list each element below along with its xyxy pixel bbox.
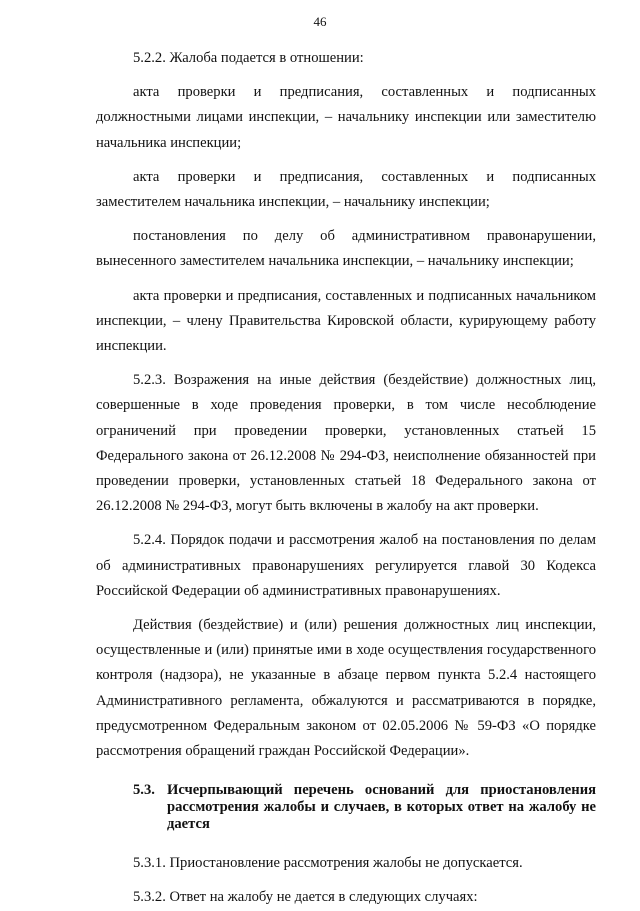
- paragraph-5-2-3: 5.2.3. Возражения на иные действия (бездействие) должностных лиц, совершенные в ходе проведения проверки, в том числе несоблюдение ограничений при проведении проверки, установленных статьей 15 Федерального закона от 26.12.2008 № 294-ФЗ, неисполнение обязанностей при проведении проверки, установленных статьей 18 Федерального закона от 26.12.2008 № 294-ФЗ, могут быть включены в жалобу на акт проверки.: [96, 372, 596, 515]
- paragraph-5-3-2: 5.3.2. Ответ на жалобу не дается в следующих случаях:: [133, 889, 478, 906]
- paragraph-head-acts: акта проверки и предписания, составленных и подписанных начальником инспекции, – члену Правительства Кировской области, курирующему работу инспекции.: [96, 287, 596, 355]
- paragraph-5-3-1: 5.3.1. Приостановление рассмотрения жалобы не допускается.: [133, 855, 523, 872]
- paragraph-5-2-2: 5.2.2. Жалоба подается в отношении:: [133, 50, 364, 66]
- paragraph-staff-acts: акта проверки и предписания, составленных и подписанных должностными лицами инспекции, – начальнику инспекции или заместителю начальника инспекции;: [96, 84, 596, 151]
- page-number: 46: [313, 14, 327, 29]
- paragraph-deputy-acts: акта проверки и предписания, составленных и подписанных заместителем начальника инспекции, – начальнику инспекции;: [96, 168, 596, 211]
- paragraph-other-actions: Действия (бездействие) и (или) решения должностных лиц инспекции, осуществленные и (или) принятые ими в ходе осуществления государственного контроля (надзора), не указанные в абзаце первом пункта 5.2.4 настоящего Административного регламента, обжалуются и рассматриваются в порядке, предусмотренном Федеральным законом от 02.05.2006 № 59-ФЗ «О порядке рассмотрения обращений граждан Российской Федерации».: [96, 617, 596, 760]
- section-heading-5-3: [133, 782, 596, 833]
- paragraph-deputy-resolution: постановления по делу об административном правонарушении, вынесенного заместителем начальника инспекции, – начальнику инспекции;: [96, 228, 596, 270]
- paragraph-5-2-4: 5.2.4. Порядок подачи и рассмотрения жалоб на постановления по делам об административных правонарушениях регулируется главой 30 Кодекса Российской Федерации об административных правонарушениях.: [96, 532, 596, 599]
- section-title: Исчерпывающий перечень оснований для приостановления рассмотрения жалобы и случаев, в которых ответ на жалобу не дается: [167, 782, 596, 833]
- section-number: 5.3.: [133, 782, 155, 799]
- document-body: [96, 46, 596, 911]
